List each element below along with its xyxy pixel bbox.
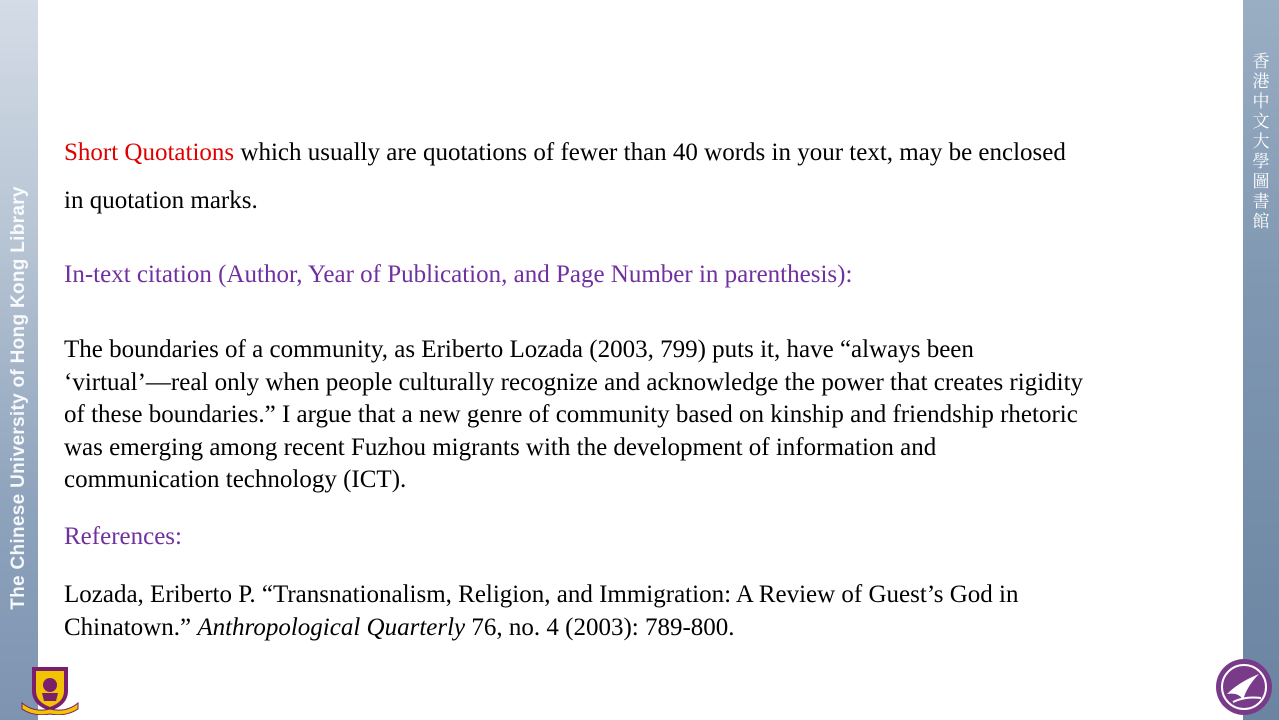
journal-title: Anthropological Quarterly bbox=[197, 613, 466, 641]
library-name-chinese: 香 港 中 文 大 學 圖 書 館 bbox=[1252, 52, 1270, 232]
cuhk-crest-icon bbox=[20, 663, 80, 715]
right-sidebar bbox=[1243, 0, 1279, 720]
body-line: of these boundaries.” I argue that a new genre of community based on kinship and friendship rhetoric bbox=[64, 401, 1078, 429]
body-line: was emerging among recent Fuzhou migrants with the development of information and bbox=[64, 433, 937, 461]
intro-line-1-rest: which usually are quotations of fewer than 40 words in your text, may be enclosed bbox=[234, 139, 1066, 166]
reference-line-2: Chinatown.” Anthropological Quarterly 76, no. 4 (2003): 789-800. bbox=[64, 613, 735, 641]
left-sidebar bbox=[0, 0, 38, 720]
library-emblem-icon bbox=[1213, 656, 1275, 718]
intro-line-1 bbox=[64, 138, 1066, 168]
citation-heading: In-text citation (Author, Year of Publication, and Page Number in parenthesis): bbox=[64, 261, 853, 288]
reference-entry bbox=[64, 579, 1224, 644]
body-line: The boundaries of a community, as Eriberto Lozada (2003, 799) puts it, have “always been bbox=[64, 336, 974, 363]
short-quotations-term: Short Quotations bbox=[64, 139, 235, 166]
library-name-vertical: The Chinese University of Hong Kong Library bbox=[8, 186, 29, 610]
quotation-example bbox=[64, 334, 1224, 497]
references-heading: References: bbox=[64, 523, 182, 550]
reference-line-1: Lozada, Eriberto P. “Transnationalism, Religion, and Immigration: A Review of Guest’s God in bbox=[64, 581, 1019, 608]
body-line: ‘virtual’—real only when people culturally recognize and acknowledge the power that creates rigidity bbox=[64, 368, 1084, 396]
body-line: communication technology (ICT). bbox=[64, 466, 407, 494]
intro-line-2: in quotation marks. bbox=[64, 187, 258, 214]
